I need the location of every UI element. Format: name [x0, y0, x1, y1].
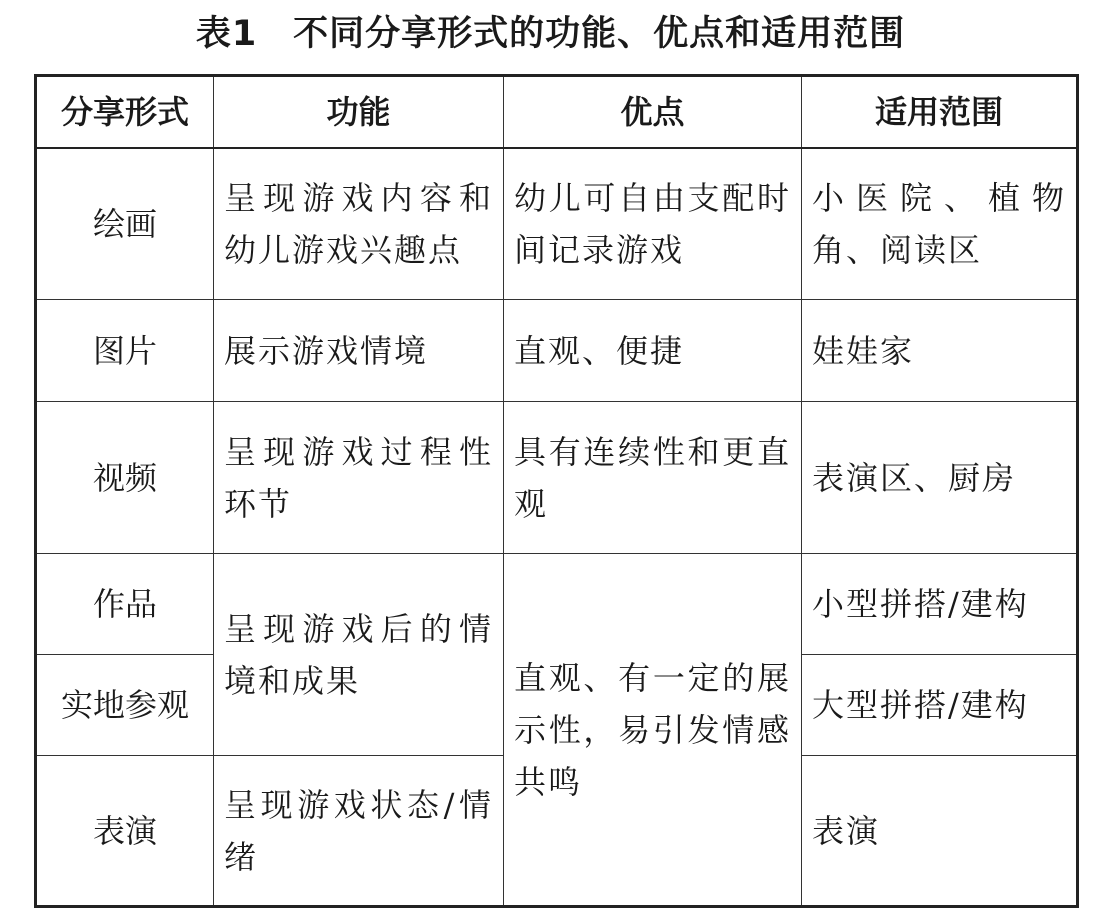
cell-scope: 小医院、植物角、阅读区 [802, 148, 1078, 300]
cell-scope: 表演 [802, 756, 1078, 907]
cell-form: 图片 [36, 300, 214, 402]
cell-advantage: 直观、便捷 [504, 300, 802, 402]
cell-form: 作品 [36, 554, 214, 655]
cell-form: 表演 [36, 756, 214, 907]
header-row [36, 76, 1078, 149]
header-advantage: 优点 [504, 76, 802, 149]
table-row [36, 148, 1078, 300]
cell-scope: 小型拼搭/建构 [802, 554, 1078, 655]
cell-form: 绘画 [36, 148, 214, 300]
cell-function: 呈现游戏状态/情绪 [214, 756, 504, 907]
table-row [36, 402, 1078, 554]
cell-scope: 娃娃家 [802, 300, 1078, 402]
cell-form: 视频 [36, 402, 214, 554]
cell-function: 呈现游戏过程性环节 [214, 402, 504, 554]
cell-scope: 大型拼搭/建构 [802, 655, 1078, 756]
table-title: 表1 不同分享形式的功能、优点和适用范围 [195, 14, 906, 54]
share-forms-table [34, 74, 1079, 908]
cell-advantage: 具有连续性和更直观 [504, 402, 802, 554]
header-function: 功能 [214, 76, 504, 149]
cell-function: 呈现游戏内容和幼儿游戏兴趣点 [214, 148, 504, 300]
cell-advantage: 幼儿可自由支配时间记录游戏 [504, 148, 802, 300]
cell-function: 呈现游戏后的情境和成果 [214, 554, 504, 756]
cell-form: 实地参观 [36, 655, 214, 756]
cell-function: 展示游戏情境 [214, 300, 504, 402]
cell-advantage: 直观、有一定的展示性，易引发情感共鸣 [504, 554, 802, 907]
table-row [36, 554, 1078, 655]
header-scope: 适用范围 [802, 76, 1078, 149]
header-form: 分享形式 [36, 76, 214, 149]
table-row [36, 300, 1078, 402]
cell-scope: 表演区、厨房 [802, 402, 1078, 554]
